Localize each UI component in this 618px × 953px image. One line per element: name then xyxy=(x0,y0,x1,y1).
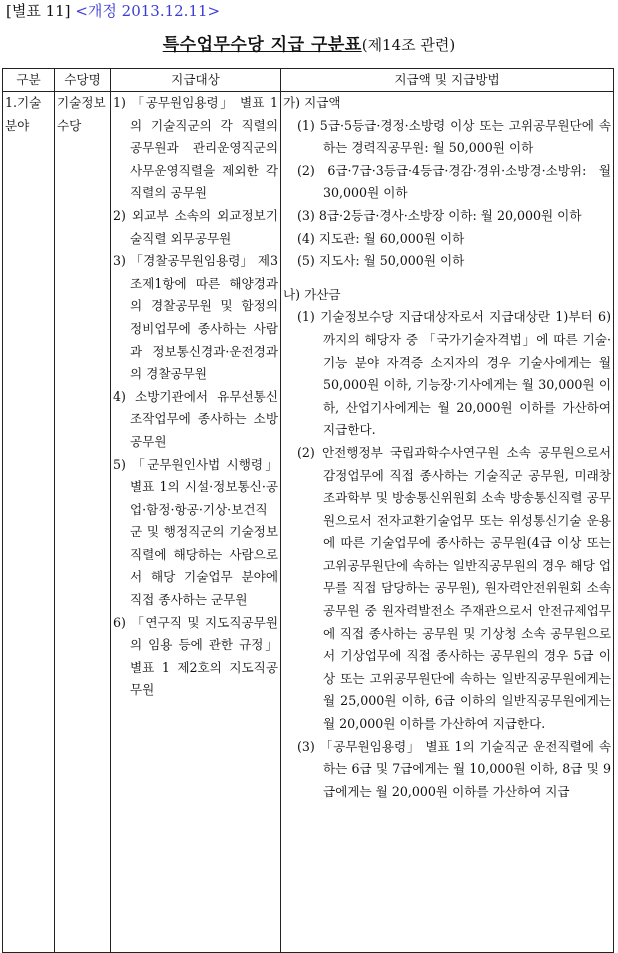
target-item: 3) 「경찰공무원임용령」 제3조제1항에 따른 해양경과의 경찰공무원 및 함정의 정비업무에 종사하는 사람과 정보통신경과·운전경과의 경찰공무원 xyxy=(113,253,278,382)
annex-label: [별표 11] xyxy=(6,2,71,20)
header-allowance: 수당명 xyxy=(55,69,111,92)
table-row xyxy=(3,92,614,953)
title-sub: (제14조 관련) xyxy=(361,36,456,54)
allowance-cell xyxy=(55,92,111,953)
payment-item: (1) 5급·5등급·경정·소방령 이상 또는 고위공무원단에 속하는 경력직공무원: 월 50,000원 이하 xyxy=(297,117,611,156)
target-item: 6) 「연구직 및 지도직공무원의 임용 등에 관한 규정」 별표 1 제2호의 지도직공무원 xyxy=(113,614,278,698)
section-spacer xyxy=(283,273,611,284)
category-text: 1.기술분야 xyxy=(5,95,42,133)
target-item: 5) 「군무원인사법 시행령」 별표 1의 시설·정보통신·공업·함정·항공·기상·보건직군 및 행정직군의 기술정보직렬에 해당하는 사람으로서 해당 기술업무 분야에 직접 종사하는 군무원 xyxy=(113,456,278,608)
document-title xyxy=(0,33,618,57)
payment-item: (4) 지도관: 월 60,000원 이하 xyxy=(297,230,465,246)
target-item: 1) 「공무원임용령」 별표 1의 기술직군의 각 직렬의 공무원과 관리운영직군의 사무운영직렬을 제외한 각 직렬의 공무원 xyxy=(113,95,278,201)
payment-section-heading: 가) 지급액 xyxy=(283,95,341,110)
payment-item: (2) 6급·7급·3등급·4등급·경감·경위·소방경·소방위: 월 30,000원 이하 xyxy=(297,162,611,201)
target-item: 4) 소방기관에서 유무선통신 조작업무에 종사하는 소방공무원 xyxy=(113,388,278,449)
amendment-date: <개정 2013.12.11> xyxy=(75,2,221,20)
header-payment: 지급액 및 지급방법 xyxy=(281,69,614,92)
payment-section-heading: 나) 가산금 xyxy=(283,286,341,302)
target-item: 2) 외교부 소속의 외교정보기술직렬 외무공무원 xyxy=(113,207,278,246)
header-target: 지급대상 xyxy=(111,69,281,92)
annex-header xyxy=(6,0,220,22)
table-header-row xyxy=(3,69,614,92)
payment-item: (5) 지도사: 월 50,000원 이하 xyxy=(297,253,465,269)
payment-item: (3) 8급·2등급·경사·소방장 이하: 월 20,000원 이하 xyxy=(297,207,582,223)
payment-item: (3) 「공무원임용령」 별표 1의 기술직군 운전직렬에 속하는 6급 및 7급에게는 월 10,000원 이하, 8급 및 9급에게는 월 20,000원 이하를 가산하여 지급 xyxy=(297,738,611,799)
payment-cell xyxy=(281,92,614,953)
payment-item: (2) 안전행정부 국립과학수사연구원 소속 공무원으로서 감정업무에 직접 종사하는 기술직군 공무원, 미래창조과학부 및 방송통신위원회 소속 방송통신직렬 공무원으로서 전자교환기술업무 또는 위성통신기술 운용에 따른 기술업무에 종사하는 공무원(4급 이상 또는 고위공무원단에 속하는 일반직공무원의 경우 해당 업무를 직접 담당하는 공무원), 원자력안전위원회 소속 공무원 중 원자력발전소 주재관으로서 안전규제업무에 직접 종사하는 공무원 및 기상청 소속 공무원으로서 기상업무에 직접 종사하는 공무원의 경우 5급 이상 또는 고위공무원단에 속하는 일반직공무원에게는 월 25,000원 이하, 6급 이하의 일반직공무원에게는 월 20,000원 이하를 가산하여 지급한다. xyxy=(297,444,611,732)
allowance-text: 기술정보수당 xyxy=(57,95,106,133)
title-main: 특수업무수당 지급 구분표 xyxy=(162,35,362,55)
target-cell xyxy=(111,92,281,953)
header-category: 구분 xyxy=(3,69,55,92)
allowance-table xyxy=(2,68,614,953)
payment-item: (1) 기술정보수당 지급대상자로서 지급대상란 1)부터 6)까지의 해당자 중 「국가기술자격법」에 따른 기술·기능 분야 자격증 소지자의 경우 기술사에게는 월 50,000원 이하, 기능장·기사에게는 월 30,000원 이하, 산업기사에게는 월 20,000원 이하를 가산하여 지급한다. xyxy=(297,309,611,438)
category-cell xyxy=(3,92,55,953)
